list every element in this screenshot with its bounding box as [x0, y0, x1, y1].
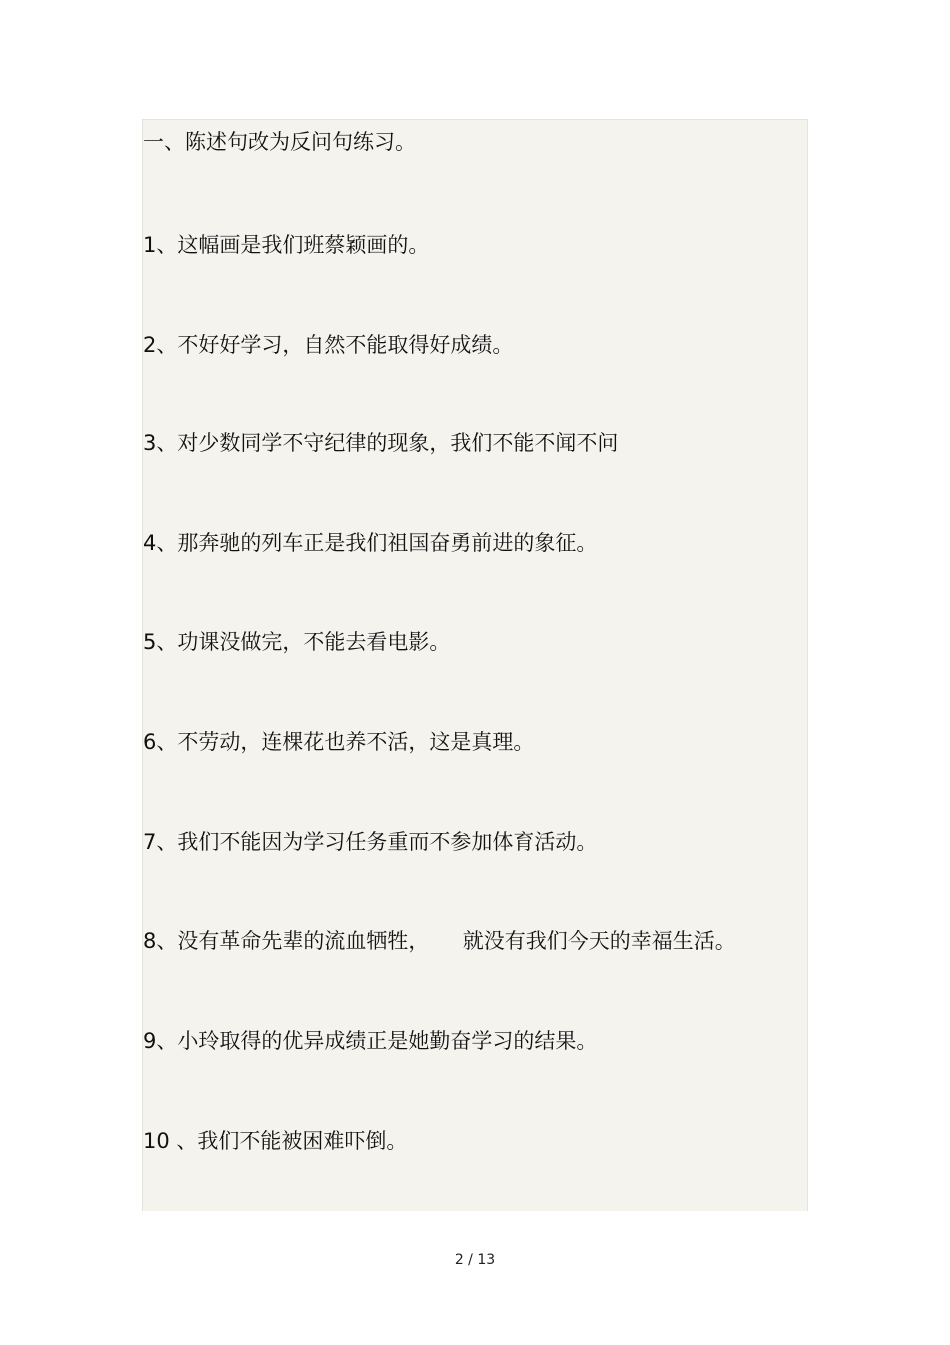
exercise-item-4: 4、那奔驰的列车正是我们祖国奋勇前进的象征。	[143, 531, 598, 555]
exercise-item-8: 8、没有革命先辈的流血牺牲， 就没有我们今天的幸福生活。	[143, 929, 736, 953]
exercise-item-5: 5、功课没做完，不能去看电影。	[143, 630, 451, 654]
exercise-item-7: 7、我们不能因为学习任务重而不参加体育活动。	[143, 830, 598, 854]
exercise-item-10: 10 、我们不能被困难吓倒。	[143, 1129, 408, 1153]
exercise-item-9: 9、小玲取得的优异成绩正是她勤奋学习的结果。	[143, 1029, 598, 1053]
exercise-item-3: 3、对少数同学不守纪律的现象，我们不能不闻不问	[143, 431, 619, 455]
exercise-item-6: 6、不劳动，连棵花也养不活，这是真理。	[143, 730, 535, 754]
exercise-item-2: 2、不好好学习，自然不能取得好成绩。	[143, 333, 514, 357]
exercise-item-1: 1、这幅画是我们班蔡颖画的。	[143, 233, 430, 257]
page-number: 2 / 13	[454, 1252, 496, 1268]
exercise-heading: 一、陈述句改为反问句练习。	[143, 130, 416, 154]
